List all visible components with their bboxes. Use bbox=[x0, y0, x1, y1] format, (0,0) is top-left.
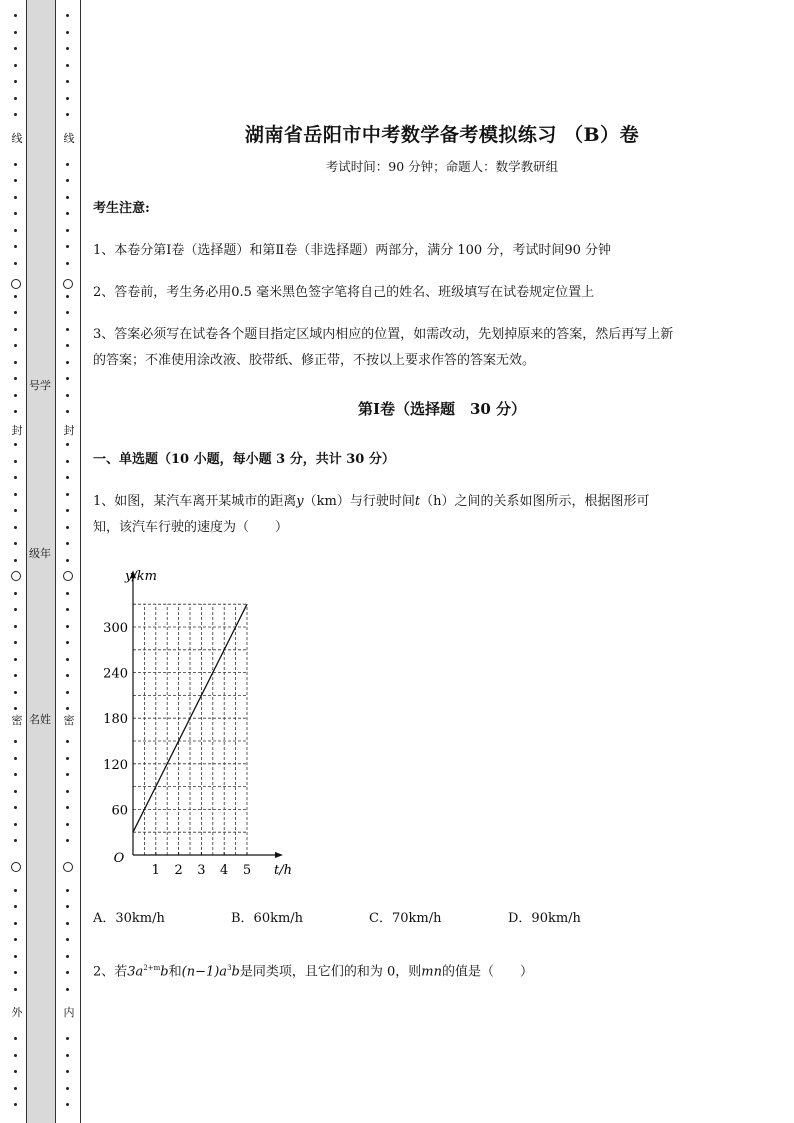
x-tick-label: 1 bbox=[151, 863, 160, 878]
notice-heading: 考生注意: bbox=[93, 201, 150, 216]
seal-dot bbox=[66, 608, 69, 611]
seal-dot bbox=[66, 691, 69, 694]
q2-expr1-b: b bbox=[160, 964, 169, 980]
seal-dot bbox=[66, 113, 69, 116]
seal-dot bbox=[14, 757, 17, 760]
seal-dot bbox=[14, 641, 17, 644]
seal-dot bbox=[14, 163, 17, 166]
y-tick-label: 180 bbox=[103, 712, 128, 728]
seal-dot bbox=[66, 526, 69, 529]
seal-dot bbox=[14, 773, 17, 776]
seal-dot bbox=[14, 196, 17, 199]
seal-dot bbox=[66, 443, 69, 446]
seal-dot bbox=[66, 988, 69, 991]
seal-dot bbox=[14, 295, 17, 298]
seal-dot bbox=[66, 262, 69, 265]
seal-dot bbox=[14, 97, 17, 100]
seal-dot bbox=[66, 163, 69, 166]
seal-dot bbox=[14, 14, 17, 17]
seal-dot bbox=[66, 790, 69, 793]
option-b[interactable]: B．60km/h bbox=[231, 911, 304, 926]
seal-dot bbox=[14, 1037, 17, 1040]
seal-dot bbox=[14, 47, 17, 50]
q2-expr2-b: b bbox=[231, 964, 240, 980]
grade-label: 级年 bbox=[29, 547, 51, 560]
q1-var-y: y bbox=[296, 494, 304, 509]
seal-dot bbox=[66, 344, 69, 347]
q2-expr2: (n−1)a bbox=[181, 964, 228, 980]
seal-dot bbox=[66, 823, 69, 826]
seal-dot bbox=[14, 1054, 17, 1057]
seal-dot bbox=[66, 658, 69, 661]
seal-dot bbox=[66, 1087, 69, 1090]
seal-dot bbox=[66, 410, 69, 413]
seal-dot bbox=[66, 674, 69, 677]
student-number-label: 号学 bbox=[29, 379, 51, 392]
seal-dot bbox=[66, 955, 69, 958]
seal-dot bbox=[14, 311, 17, 314]
inner-seal-circle bbox=[63, 571, 73, 581]
seal-dot bbox=[66, 740, 69, 743]
seal-dot bbox=[66, 47, 69, 50]
seal-dot bbox=[66, 922, 69, 925]
seal-dot bbox=[14, 839, 17, 842]
seal-dot bbox=[14, 394, 17, 397]
seal-dot bbox=[66, 559, 69, 562]
x-axis-arrow bbox=[275, 852, 283, 858]
seal-dot bbox=[14, 1103, 17, 1106]
seal-dot bbox=[14, 691, 17, 694]
page-title: 湖南省岳阳市中考数学备考模拟练习 （B）卷 bbox=[244, 124, 640, 146]
seal-dot bbox=[14, 823, 17, 826]
seal-dot bbox=[66, 1103, 69, 1106]
seal-dot bbox=[14, 328, 17, 331]
seal-dot bbox=[66, 905, 69, 908]
seal-dot bbox=[66, 460, 69, 463]
seal-dot bbox=[14, 460, 17, 463]
seal-dot bbox=[66, 806, 69, 809]
origin-label: O bbox=[113, 851, 125, 866]
seal-dot bbox=[14, 658, 17, 661]
seal-dot bbox=[14, 80, 17, 83]
question-2-text bbox=[93, 955, 533, 985]
outer-mark-xian: 线 bbox=[11, 132, 23, 145]
seal-dot bbox=[66, 14, 69, 17]
outer-seal-circle bbox=[11, 571, 21, 581]
seal-dot bbox=[14, 1070, 17, 1073]
question-1-text-cont: 知，该汽车行驶的速度为（ ） bbox=[93, 520, 289, 535]
y-tick-label: 300 bbox=[103, 621, 128, 636]
seal-dot bbox=[66, 311, 69, 314]
y-axis-label: y/km bbox=[125, 569, 157, 585]
distance-time-chart bbox=[100, 560, 300, 882]
seal-dot bbox=[66, 839, 69, 842]
inner-seal-circle bbox=[63, 862, 73, 872]
notice-item-2: 2、答卷前，考生务必用0.5 毫米黑色签字笔将自己的姓名、班级填写在试卷规定位置上 bbox=[93, 285, 595, 300]
q2-end: 的值是（ ） bbox=[441, 964, 533, 980]
seal-dot bbox=[14, 443, 17, 446]
question-1-text bbox=[93, 489, 649, 515]
seal-dot bbox=[66, 1037, 69, 1040]
question-1-options bbox=[93, 906, 713, 932]
seal-dot bbox=[14, 889, 17, 892]
inner-mark-nei: 内 bbox=[63, 1006, 75, 1019]
seal-dot bbox=[66, 938, 69, 941]
seal-dot bbox=[66, 757, 69, 760]
seal-dot bbox=[66, 328, 69, 331]
seal-dot bbox=[14, 971, 17, 974]
q1-text-b: （km）与行驶时间 bbox=[303, 494, 415, 509]
seal-dot bbox=[14, 559, 17, 562]
inner-seal-circle bbox=[63, 279, 73, 289]
outer-seal-circle bbox=[11, 279, 21, 289]
seal-dot bbox=[66, 64, 69, 67]
seal-dot bbox=[66, 1070, 69, 1073]
seal-dot bbox=[66, 377, 69, 380]
seal-dot bbox=[14, 509, 17, 512]
q1-var-t: t bbox=[414, 494, 421, 509]
q2-mid: 和 bbox=[168, 964, 182, 980]
seal-dot bbox=[66, 295, 69, 298]
seal-dot bbox=[14, 674, 17, 677]
q2-suffix: 是同类项，且它们的和为 0，则 bbox=[239, 964, 422, 980]
q2-expr1-exp: 2+m bbox=[143, 964, 161, 972]
seal-dot bbox=[14, 410, 17, 413]
seal-dot bbox=[66, 245, 69, 248]
inner-mark-feng: 封 bbox=[63, 424, 75, 437]
seal-dot bbox=[14, 179, 17, 182]
seal-dot bbox=[66, 493, 69, 496]
seal-dot bbox=[66, 889, 69, 892]
notice-item-3-cont: 的答案；不准使用涂改液、胶带纸、修正带，不按以上要求作答的答案无效。 bbox=[93, 353, 536, 368]
seal-dot bbox=[66, 212, 69, 215]
seal-dot bbox=[14, 905, 17, 908]
seal-dot bbox=[66, 361, 69, 364]
seal-dot bbox=[14, 542, 17, 545]
seal-dot bbox=[66, 773, 69, 776]
y-tick-label: 60 bbox=[111, 803, 128, 819]
seal-dot bbox=[14, 988, 17, 991]
seal-dot bbox=[14, 806, 17, 809]
seal-dot bbox=[14, 31, 17, 34]
seal-dot bbox=[66, 509, 69, 512]
notice-item-1: 1、本卷分第Ⅰ卷（选择题）和第Ⅱ卷（非选择题）两部分，满分 100 分，考试时间90 分钟 bbox=[93, 243, 611, 258]
x-axis-label: t/h bbox=[274, 863, 292, 878]
seal-dot bbox=[14, 229, 17, 232]
seal-dot bbox=[66, 97, 69, 100]
seal-dot bbox=[14, 113, 17, 116]
option-a[interactable]: A．30km/h bbox=[93, 911, 165, 926]
x-tick-label: 4 bbox=[220, 863, 229, 878]
seal-dot bbox=[66, 641, 69, 644]
q2-expr1: 3a bbox=[127, 964, 144, 980]
seal-dot bbox=[66, 179, 69, 182]
seal-dot bbox=[14, 1087, 17, 1090]
seal-dot bbox=[66, 1054, 69, 1057]
seal-dot bbox=[66, 542, 69, 545]
seal-dot bbox=[14, 344, 17, 347]
option-c[interactable]: C．70km/h bbox=[369, 911, 442, 926]
seal-dot bbox=[14, 740, 17, 743]
section-heading: 一、单选题（10 小题，每小题 3 分，共计 30 分） bbox=[93, 452, 395, 467]
seal-dot bbox=[14, 955, 17, 958]
seal-dot bbox=[14, 64, 17, 67]
binding-rule bbox=[80, 0, 81, 1123]
option-d[interactable]: D．90km/h bbox=[508, 911, 581, 926]
seal-dot bbox=[14, 526, 17, 529]
seal-dot bbox=[14, 592, 17, 595]
seal-dot bbox=[14, 938, 17, 941]
outer-seal-line bbox=[10, 0, 22, 1123]
y-tick-label: 120 bbox=[103, 757, 128, 773]
seal-dot bbox=[66, 229, 69, 232]
seal-dot bbox=[14, 493, 17, 496]
seal-dot bbox=[66, 592, 69, 595]
seal-dot bbox=[66, 80, 69, 83]
inner-mark-xian: 线 bbox=[63, 132, 75, 145]
inner-seal-line bbox=[62, 0, 74, 1123]
outer-mark-wai: 外 bbox=[11, 1006, 23, 1019]
part-title: 第Ⅰ卷（选择题 30 分） bbox=[357, 400, 527, 418]
exam-info: 考试时间：90 分钟；命题人：数学教研组 bbox=[325, 159, 559, 174]
seal-dot bbox=[14, 377, 17, 380]
outer-seal-circle bbox=[11, 862, 21, 872]
seal-dot bbox=[14, 790, 17, 793]
name-label: 名姓 bbox=[29, 713, 51, 726]
seal-dot bbox=[14, 922, 17, 925]
q1-text-a: 1、如图，某汽车离开某城市的距离 bbox=[93, 494, 297, 509]
q1-text-c: （h）之间的关系如图所示，根据图形可 bbox=[420, 494, 650, 509]
seal-dot bbox=[14, 625, 17, 628]
seal-dot bbox=[14, 476, 17, 479]
seal-dot bbox=[66, 196, 69, 199]
seal-dot bbox=[14, 212, 17, 215]
x-tick-label: 2 bbox=[174, 863, 183, 878]
seal-dot bbox=[14, 707, 17, 710]
seal-dot bbox=[14, 608, 17, 611]
seal-dot bbox=[14, 262, 17, 265]
q2-var: mn bbox=[421, 964, 442, 980]
q2-prefix: 2、若 bbox=[93, 964, 128, 980]
q2-expr2-exp: 3 bbox=[227, 964, 232, 972]
seal-dot bbox=[66, 394, 69, 397]
seal-dot bbox=[14, 361, 17, 364]
seal-dot bbox=[14, 245, 17, 248]
outer-mark-mi: 密 bbox=[11, 714, 23, 727]
inner-mark-mi: 密 bbox=[63, 714, 75, 727]
seal-dot bbox=[66, 31, 69, 34]
seal-dot bbox=[66, 707, 69, 710]
x-tick-label: 5 bbox=[242, 863, 252, 878]
outer-mark-feng: 封 bbox=[11, 424, 23, 437]
seal-dot bbox=[66, 625, 69, 628]
seal-dot bbox=[66, 476, 69, 479]
x-tick-label: 3 bbox=[197, 863, 206, 878]
notice-item-3: 3、答案必须写在试卷各个题目指定区域内相应的位置，如需改动，先划掉原来的答案，然后再写上新 bbox=[93, 327, 674, 342]
y-tick-label: 240 bbox=[103, 666, 128, 682]
seal-dot bbox=[66, 971, 69, 974]
